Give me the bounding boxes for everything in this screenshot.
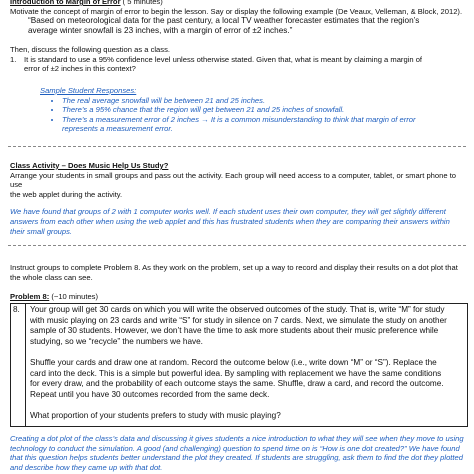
responses-list — [40, 96, 468, 134]
activity-note-line: We have found that groups of 2 with 1 computer works well. If each student uses their own computer, they will get slightly different — [10, 207, 446, 217]
instruct-line-1: Instruct groups to complete Problem 8. As they work on the problem, set up a way to record and display their results on a dot plot that — [10, 263, 458, 272]
response-item: • There’s a 95% chance that the region will get between 21 and 25 inches of snowfall. — [62, 105, 468, 115]
section-divider — [0, 245, 474, 246]
intro-heading-line — [10, 0, 468, 7]
problem-line: with music playing on 23 cards and write “S” for study in silence on 7 cards. Next, we simulate the study on another — [30, 315, 447, 325]
problem-heading: Problem 8: — [10, 292, 50, 301]
activity-note-line: their small groups. — [10, 226, 73, 236]
instruct-line-2: the whole class can see. — [10, 272, 93, 282]
sample-responses — [0, 86, 474, 134]
problem-box — [10, 303, 468, 427]
responses-title: Sample Student Responses: — [40, 86, 137, 95]
quote-line-1: “Based on meteorological data for the past century, a local TV weather forecaster estimates that the region’s — [28, 16, 420, 26]
closing-note — [0, 434, 474, 472]
question-1 — [10, 55, 468, 74]
problem-question: What proportion of your students prefers to study with music playing? — [30, 410, 281, 420]
quote-line-2: average winter snowfall is 23 inches, with a margin of error of ±2 inches.” — [28, 26, 293, 36]
closing-line: that this question helps students better understand the plot they created. If students are struggling, ask them to find the dot they plotted — [10, 453, 463, 463]
instruct-section — [0, 263, 474, 282]
question-line-2: error of ±2 inches in this context? — [24, 64, 136, 74]
problem-line: card into the deck. This is a simple but powerful idea. By sampling with replacement we have the same conditions — [30, 368, 442, 378]
activity-note-line: answers from each other when using the web applet and this has frustrated students when they are comparing their answers within — [10, 216, 450, 226]
question-number: 1. — [10, 54, 17, 64]
problem-paragraph-1 — [30, 305, 463, 347]
activity-line-2: the web applet during the activity. — [10, 189, 123, 199]
activity-heading: Class Activity – Does Music Help Us Study? — [10, 161, 169, 170]
response-item: • The real average snowfall will be between 21 and 25 inches. — [62, 96, 468, 106]
closing-line: and describe how they came up with that dot. — [10, 462, 163, 472]
problem-paragraph-2 — [30, 358, 463, 400]
problem-line: Your group will get 30 cards on which you will write the observed outcomes of the study. That is, write “M” for study — [30, 305, 445, 314]
intro-text: Motivate the concept of margin of error to begin the lesson. Say or display the following example (De Veaux, Velleman, & Block, 2012). — [10, 6, 463, 16]
intro-duration: ( 5 minutes) — [122, 0, 163, 6]
problem-number: 8. — [13, 305, 20, 314]
quote-block — [10, 16, 468, 36]
section-divider — [0, 146, 474, 147]
problem-line: Repeat until you have 30 outcomes recorded from the same deck. — [30, 389, 270, 399]
closing-line: Creating a dot plot of the class’s data and discussing it gives students a nice introduction to what they will see when they move to using — [10, 434, 464, 443]
question-text — [24, 55, 422, 74]
problem-line: sample of 30 students. However, we don’t have the time to ask more students about their music preference while — [30, 326, 439, 336]
closing-line: technology to conduct the simulation. A good (and challenging) question to spend time on is “How is one dot created?” We have found — [10, 443, 460, 453]
problem-heading-line — [0, 292, 474, 302]
intro-section — [0, 0, 474, 74]
response-item-text: There’s a measurement error of 2 inches → It is a common misunderstanding to think that margin of error — [62, 114, 416, 124]
discuss-text: Then, discuss the following question as a class. — [10, 45, 170, 55]
problem-duration: (~10 minutes) — [51, 292, 99, 301]
problem-line: Shuffle your cards and draw one at random. Record the outcome below (i.e., write down “M” or “S”). Replace the — [30, 357, 437, 367]
intro-heading: Introduction to Margin of Error — [10, 0, 121, 6]
response-item — [62, 115, 468, 134]
activity-section — [0, 161, 474, 236]
problem-line: for every draw, and the probability of each outcome stays the same. Shuffle, draw a card, and record the outcome. — [30, 379, 444, 389]
problem-body — [25, 304, 467, 426]
question-line-1: It is standard to use a 95% confidence level unless otherwise stated. Given that, what is meant by claiming a margin of — [24, 54, 423, 64]
response-item-continuation: represents a measurement error. — [62, 124, 173, 134]
problem-line: studying, so we “recycle” the numbers we have. — [30, 336, 203, 346]
activity-line-1: Arrange your students in small groups and pass out the activity. Each group will need access to a computer, tablet, or smart phone to use — [10, 170, 457, 190]
activity-note — [10, 207, 468, 236]
